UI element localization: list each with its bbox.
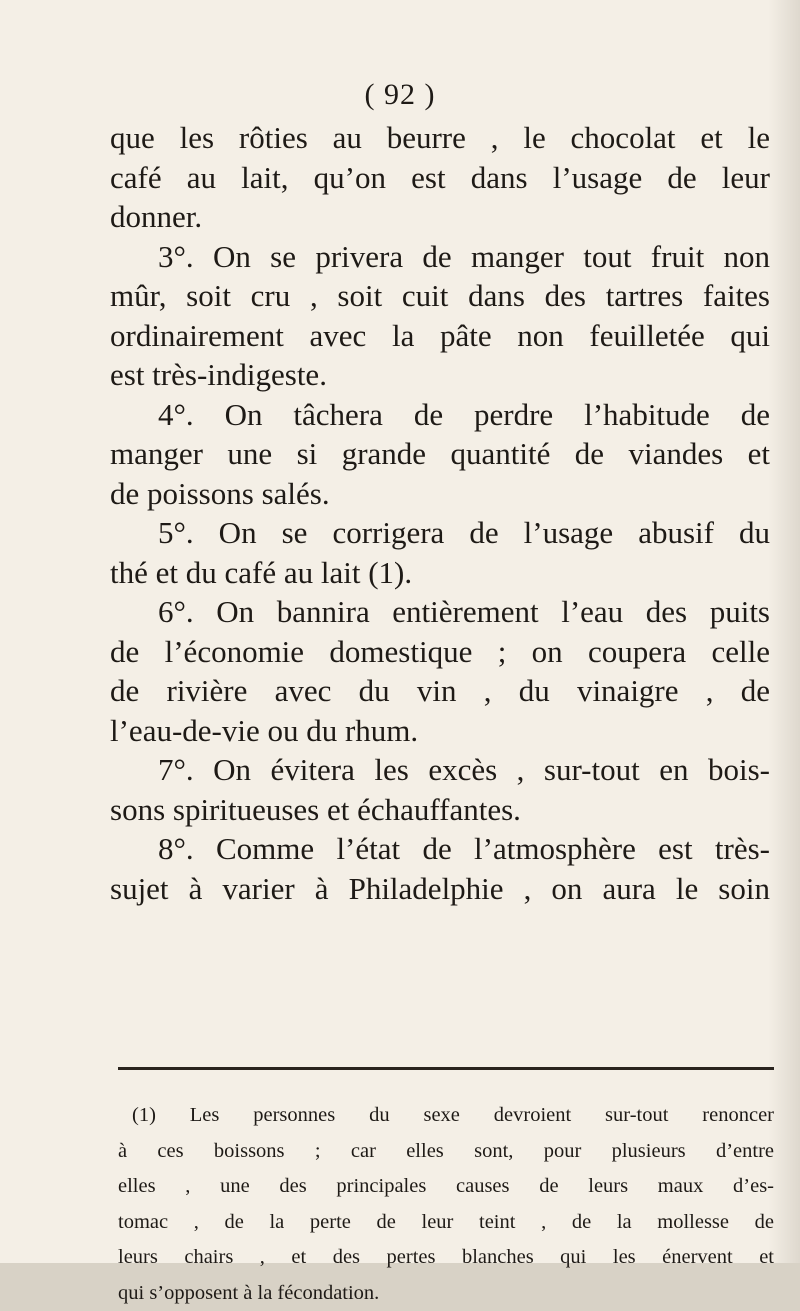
- main-text: [110, 118, 770, 908]
- text-line: donner.: [110, 197, 770, 237]
- text-line: 5°. On se corrigera de l’usage abusif du: [110, 513, 770, 553]
- text-line: 3°. On se privera de manger tout fruit non: [110, 237, 770, 277]
- footnote-line: leurs chairs , et des pertes blanches qui les énervent et: [118, 1240, 774, 1276]
- footnote-line: à ces boissons ; car elles sont, pour plusieurs d’entre: [118, 1134, 774, 1170]
- page-number: ( 92 ): [0, 78, 800, 112]
- text-line: café au lait, qu’on est dans l’usage de leur: [110, 158, 770, 198]
- text-line: manger une si grande quantité de viandes et: [110, 434, 770, 474]
- footnote-line: elles , une des principales causes de leurs maux d’es-: [118, 1169, 774, 1205]
- text-line: de l’économie domestique ; on coupera celle: [110, 632, 770, 672]
- text-line: 6°. On bannira entièrement l’eau des puits: [110, 592, 770, 632]
- text-line: ordinairement avec la pâte non feuilletée qui: [110, 316, 770, 356]
- text-line: 7°. On évitera les excès , sur-tout en bois-: [110, 750, 770, 790]
- text-line: thé et du café au lait (1).: [110, 553, 770, 593]
- text-line: sons spiritueuses et échauffantes.: [110, 790, 770, 830]
- text-line: que les rôties au beurre , le chocolat et le: [110, 118, 770, 158]
- text-line: l’eau-de-vie ou du rhum.: [110, 711, 770, 751]
- footnote: [118, 1098, 774, 1311]
- footnote-line: qui s’opposent à la fécondation.: [118, 1276, 774, 1311]
- text-line: est très-indigeste.: [110, 355, 770, 395]
- text-line: sujet à varier à Philadelphie , on aura le soin: [110, 869, 770, 909]
- text-line: mûr, soit cru , soit cuit dans des tartres faites: [110, 276, 770, 316]
- footnote-line: (1) Les personnes du sexe devroient sur-tout renoncer: [118, 1098, 774, 1134]
- footnote-divider: [118, 1067, 774, 1070]
- footnote-line: tomac , de la perte de leur teint , de la mollesse de: [118, 1205, 774, 1241]
- text-line: de poissons salés.: [110, 474, 770, 514]
- text-line: 4°. On tâchera de perdre l’habitude de: [110, 395, 770, 435]
- text-line: de rivière avec du vin , du vinaigre , de: [110, 671, 770, 711]
- text-line: 8°. Comme l’état de l’atmosphère est très-: [110, 829, 770, 869]
